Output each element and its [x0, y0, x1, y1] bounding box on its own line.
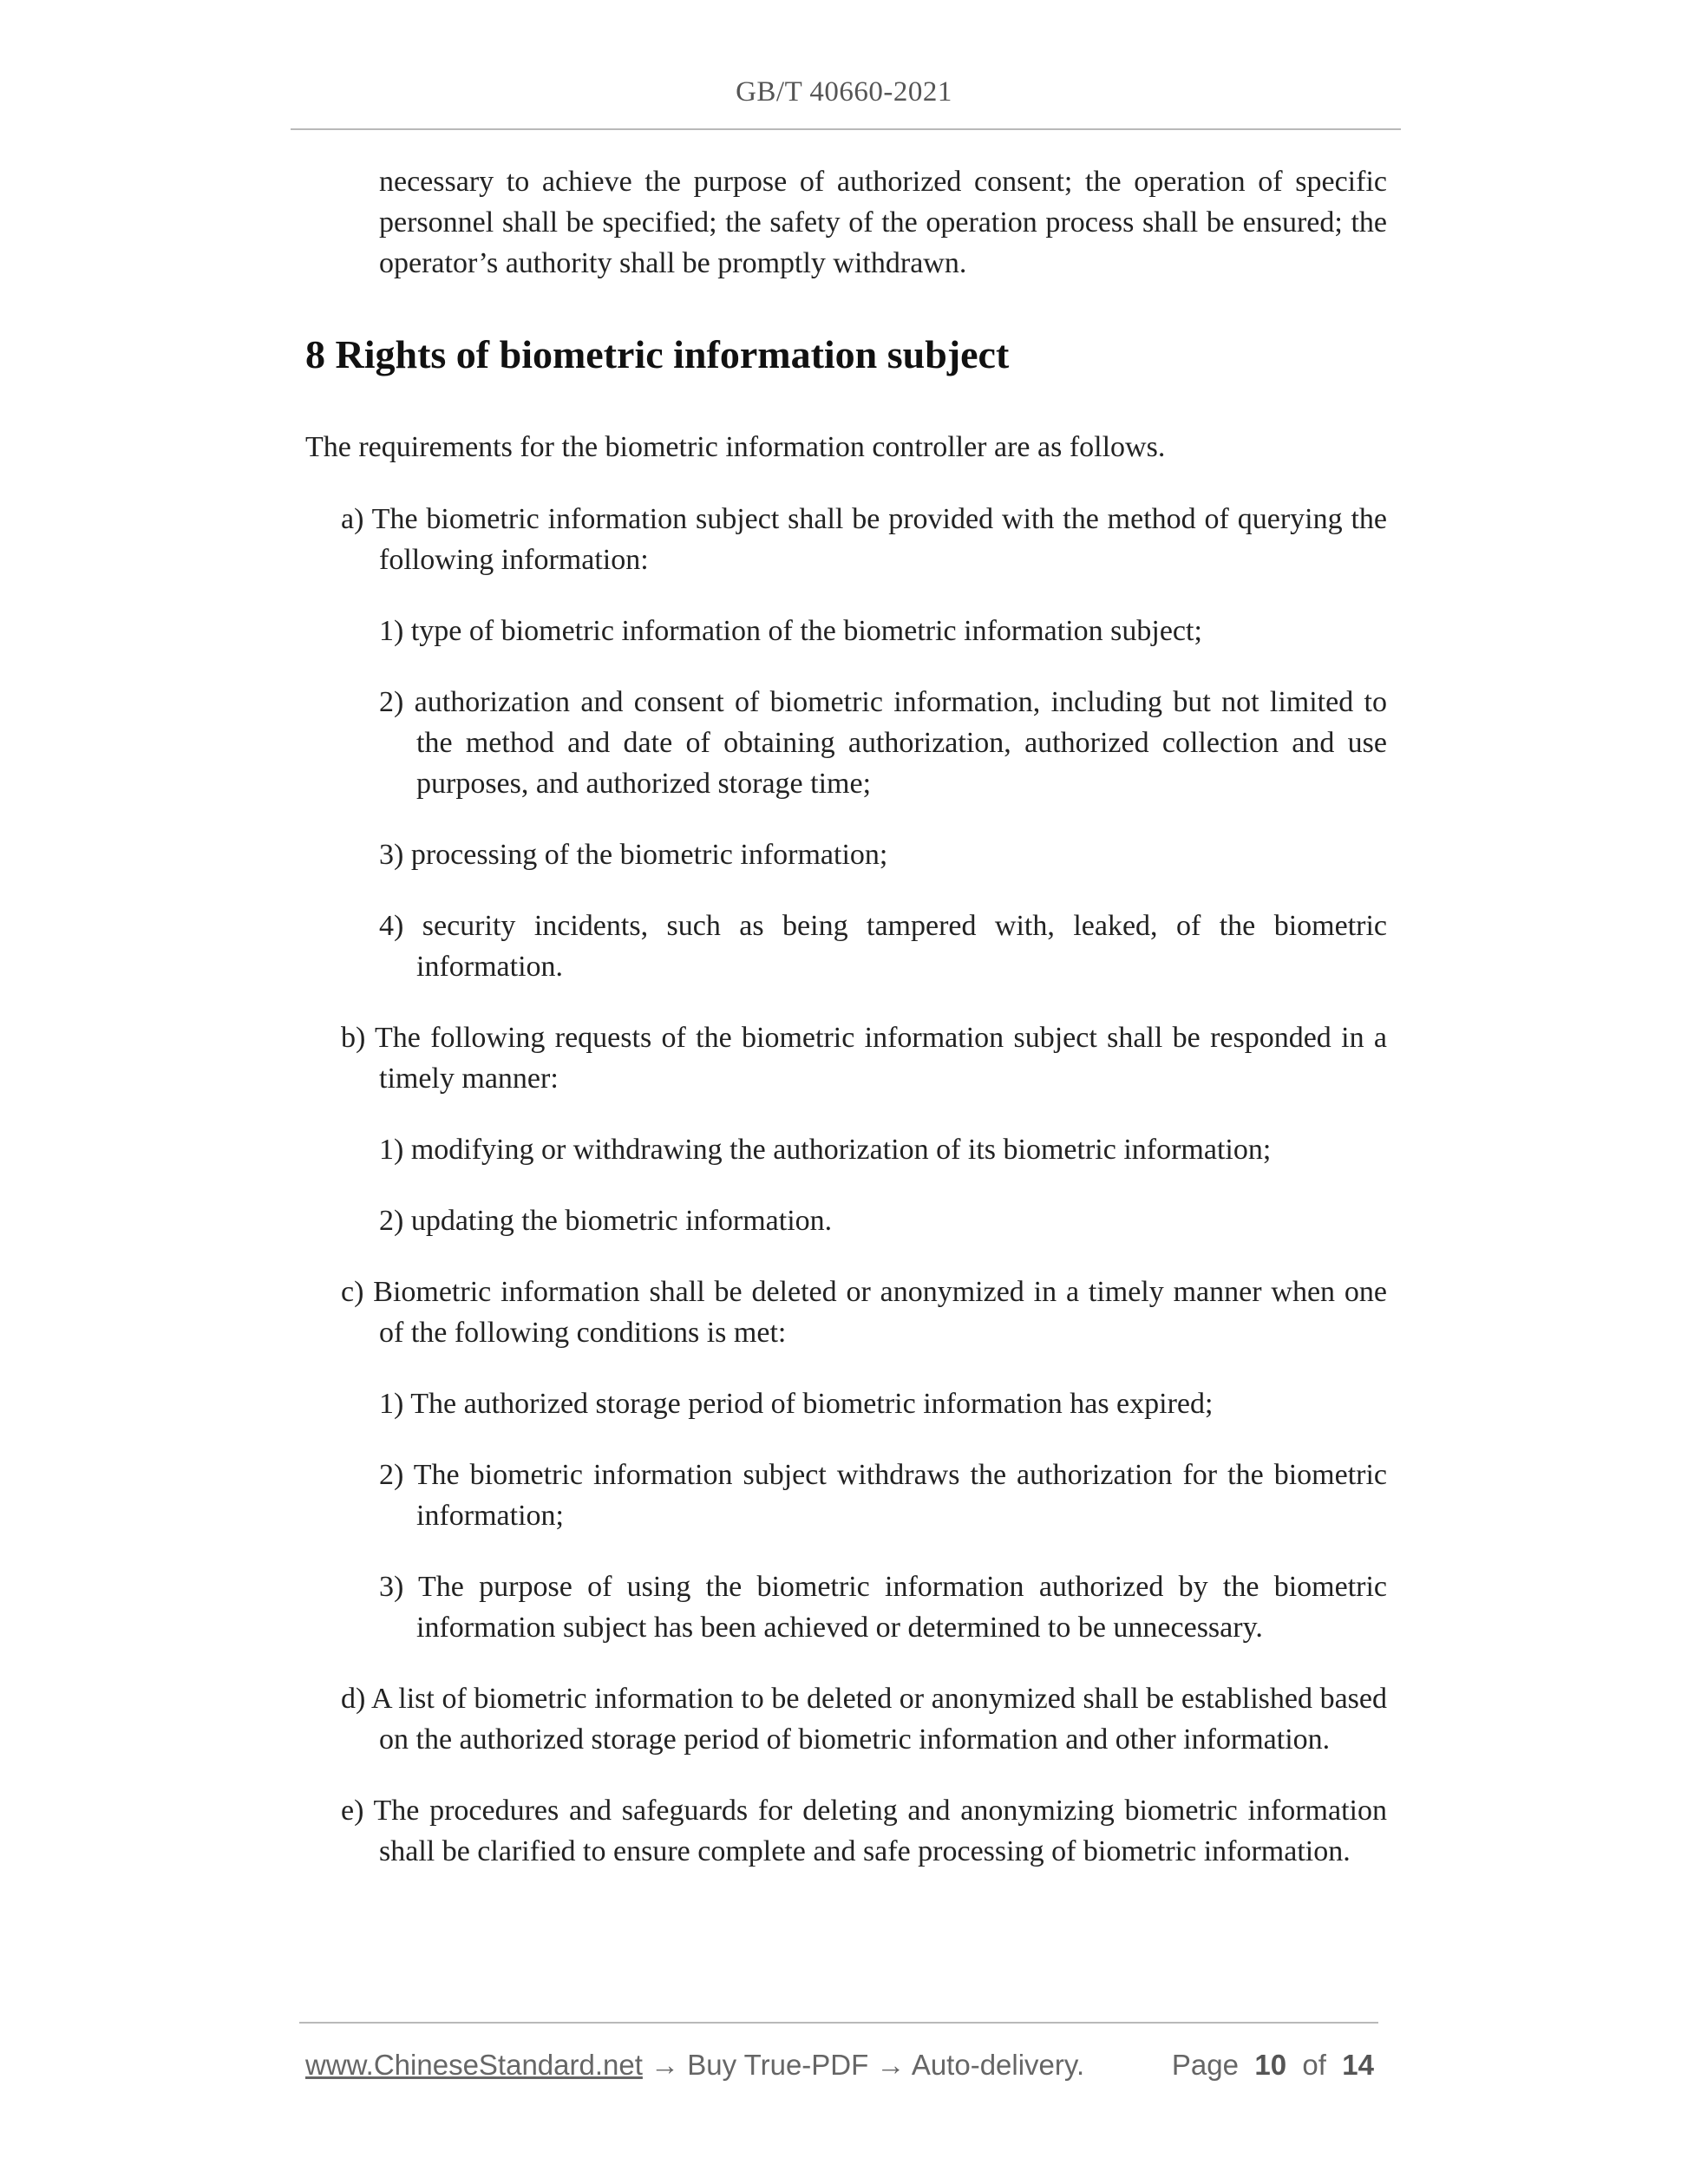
current-page-number: 10 [1254, 2049, 1287, 2081]
list-item-d: d) A list of biometric information to be deleted or anonymized shall be established based on the authorized storage period of biometric information and other information. [341, 1683, 1387, 1756]
section-heading: 8 Rights of biometric information subject [305, 332, 1010, 376]
page-content [305, 161, 1387, 1902]
continuation-paragraph: necessary to achieve the purpose of authorized consent; the operation of specific personnel shall be specified; the safety of the operation process shall be ensured; the operator’s authority shall be promptly withdrawn. [379, 166, 1387, 279]
list-subitem: 2) The biometric information subject withdraws the authorization for the biometric information; [379, 1459, 1387, 1532]
section-intro: The requirements for the biometric information controller are as follows. [305, 431, 1166, 463]
chinesestandard-link[interactable]: www.ChineseStandard.net [305, 2049, 643, 2081]
list-subitem: 3) processing of the biometric information; [379, 839, 888, 871]
page-indicator [1172, 2044, 1374, 2086]
list-item-e: e) The procedures and safeguards for deleting and anonymizing biometric information shall be clarified to ensure complete and safe processing of biometric information. [341, 1795, 1387, 1867]
list-item-a: a) The biometric information subject shall be provided with the method of querying the following information: [341, 503, 1387, 576]
list-subitem: 1) modifying or withdrawing the authorization of its biometric information; [379, 1134, 1272, 1166]
list-subitem: 1) The authorized storage period of biometric information has expired; [379, 1388, 1214, 1420]
list-subitem: 2) authorization and consent of biometric information, including but not limited to the method and date of obtaining authorization, authorized collection and use purposes, and authorized storage time; [379, 686, 1387, 800]
list-item-b: b) The following requests of the biometric information subject shall be responded in a timely manner: [341, 1022, 1387, 1095]
header-divider [291, 128, 1401, 130]
footer-promo [305, 2044, 1084, 2086]
list-subitem: 1) type of biometric information of the biometric information subject; [379, 615, 1202, 647]
footer-tagline: → Buy True-PDF → Auto-delivery. [642, 2049, 1085, 2081]
list-subitem: 4) security incidents, such as being tampered with, leaked, of the biometric information. [379, 910, 1387, 983]
total-pages: 14 [1342, 2049, 1374, 2081]
of-label: of [1302, 2049, 1326, 2081]
list-subitem: 2) updating the biometric information. [379, 1205, 833, 1237]
list-subitem: 3) The purpose of using the biometric information authorized by the biometric information subject has been achieved or determined to be unnecessary. [379, 1571, 1387, 1644]
page-footer [305, 2044, 1374, 2086]
page-label: Page [1171, 2049, 1239, 2081]
document-header-standard-number: GB/T 40660-2021 [736, 76, 952, 108]
list-item-c: c) Biometric information shall be deleted or anonymized in a timely manner when one of the following conditions is met: [341, 1276, 1387, 1349]
footer-divider [299, 2022, 1378, 2024]
